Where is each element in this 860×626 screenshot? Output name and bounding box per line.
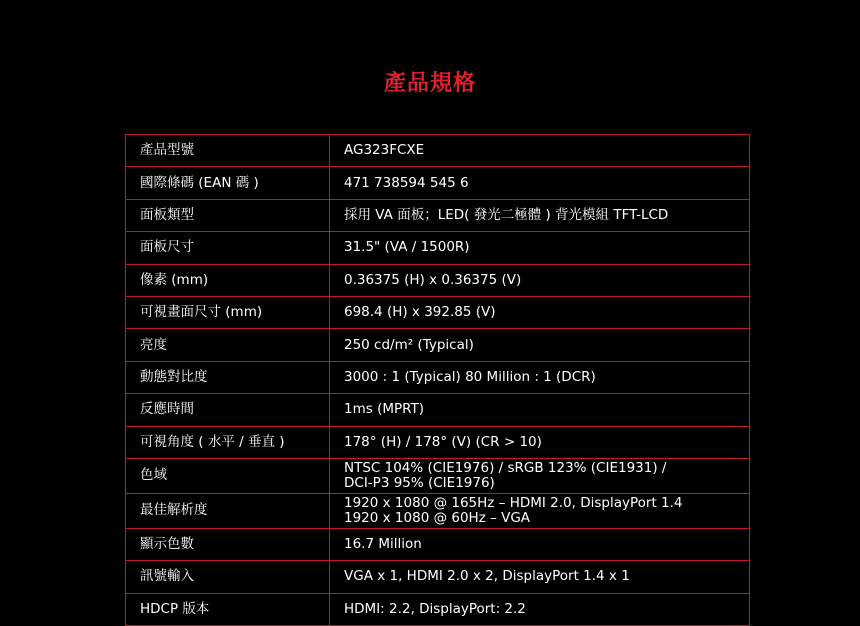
spec-label: 反應時間	[126, 394, 330, 426]
spec-row-ean	[126, 167, 750, 199]
spec-row-panel-type	[126, 199, 750, 231]
spec-label: 產品型號	[126, 135, 330, 167]
spec-label: HDCP 版本	[126, 593, 330, 625]
spec-value: AG323FCXE	[330, 135, 750, 167]
spec-row-brightness	[126, 329, 750, 361]
spec-row-hdcp	[126, 593, 750, 625]
spec-label: 訊號輸入	[126, 561, 330, 593]
spec-value: 1ms (MPRT)	[330, 394, 750, 426]
spec-value: 698.4 (H) x 392.85 (V)	[330, 296, 750, 328]
spec-label: 顯示色數	[126, 528, 330, 560]
spec-value: 471 738594 545 6	[330, 167, 750, 199]
spec-value: 採用 VA 面板；LED( 發光二極體 ) 背光模組 TFT-LCD	[330, 199, 750, 231]
spec-row-pixel-pitch	[126, 264, 750, 296]
spec-value: 3000 : 1 (Typical) 80 Million : 1 (DCR)	[330, 361, 750, 393]
spec-value: 31.5" (VA / 1500R)	[330, 232, 750, 264]
spec-row-viewing-angle	[126, 426, 750, 458]
spec-row-contrast	[126, 361, 750, 393]
spec-label: 可視畫面尺寸 (mm)	[126, 296, 330, 328]
spec-value: VGA x 1, HDMI 2.0 x 2, DisplayPort 1.4 x 1	[330, 561, 750, 593]
spec-row-viewable-size	[126, 296, 750, 328]
spec-row-signal-input	[126, 561, 750, 593]
spec-label: 可視角度 ( 水平 / 垂直 )	[126, 426, 330, 458]
spec-label: 像素 (mm)	[126, 264, 330, 296]
spec-value: 1920 x 1080 @ 165Hz – HDMI 2.0, DisplayPort 1.4 1920 x 1080 @ 60Hz – VGA	[330, 493, 750, 528]
spec-label: 亮度	[126, 329, 330, 361]
spec-value: HDMI: 2.2, DisplayPort: 2.2	[330, 593, 750, 625]
spec-value: NTSC 104% (CIE1976) / sRGB 123% (CIE1931) / DCI-P3 95% (CIE1976)	[330, 458, 750, 493]
spec-label: 最佳解析度	[126, 493, 330, 528]
spec-value: 16.7 Million	[330, 528, 750, 560]
spec-row-response-time	[126, 394, 750, 426]
spec-row-resolution	[126, 493, 750, 528]
spec-label: 色域	[126, 458, 330, 493]
spec-row-model	[126, 135, 750, 167]
spec-value: 250 cd/m² (Typical)	[330, 329, 750, 361]
spec-label: 面板類型	[126, 199, 330, 231]
spec-value: 0.36375 (H) x 0.36375 (V)	[330, 264, 750, 296]
spec-label: 國際條碼 (EAN 碼 )	[126, 167, 330, 199]
spec-row-color-gamut	[126, 458, 750, 493]
spec-value: 178° (H) / 178° (V) (CR > 10)	[330, 426, 750, 458]
spec-row-panel-size	[126, 232, 750, 264]
spec-label: 面板尺寸	[126, 232, 330, 264]
spec-table	[125, 134, 750, 626]
spec-label: 動態對比度	[126, 361, 330, 393]
page-title: 產品規格	[383, 71, 476, 96]
spec-row-display-colors	[126, 528, 750, 560]
